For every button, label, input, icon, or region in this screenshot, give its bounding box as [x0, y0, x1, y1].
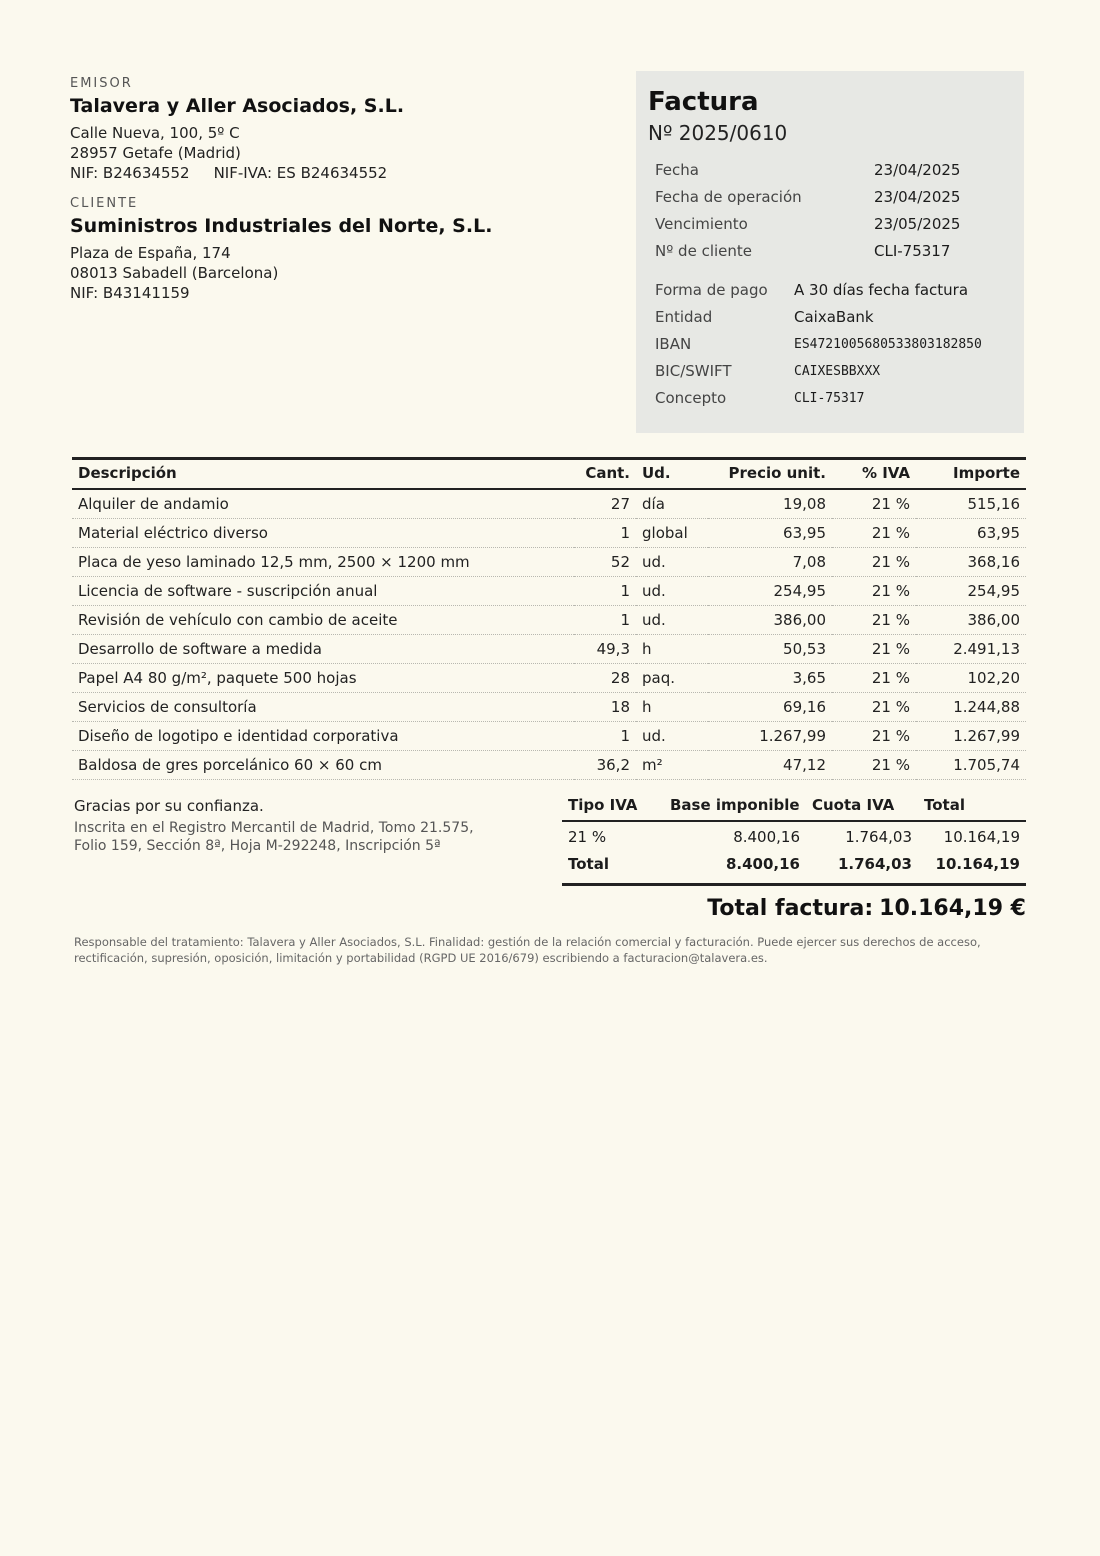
invoice-title: Factura — [648, 87, 759, 117]
item-unit-price: 63,95 — [708, 519, 832, 548]
item-quantity: 1 — [574, 519, 636, 548]
item-amount: 386,00 — [916, 606, 1026, 635]
item-unit: ud. — [636, 577, 708, 606]
header-quantity: Cant. — [574, 459, 636, 490]
item-unit-price: 47,12 — [708, 751, 832, 780]
tax-header-quota: Cuota IVA — [806, 792, 918, 821]
item-description: Servicios de consultoría — [72, 693, 574, 722]
cliente-label: CLIENTE — [70, 196, 139, 211]
item-unit: ud. — [636, 548, 708, 577]
payment-value: ES4721005680533803182850 — [794, 337, 982, 352]
grand-total-label: Total factura: — [707, 896, 874, 921]
cliente-nif: NIF: B43141159 — [70, 284, 190, 302]
item-unit-price: 254,95 — [708, 577, 832, 606]
payment-label: Entidad — [655, 308, 713, 326]
table-row — [72, 577, 1026, 606]
tax-type: 21 % — [568, 828, 607, 846]
emisor-name: Talavera y Aller Asociados, S.L. — [70, 95, 405, 117]
table-row — [72, 548, 1026, 577]
table-row — [72, 635, 1026, 664]
detail-label: Nº de cliente — [655, 242, 753, 260]
grand-total-value: 10.164,19 € — [879, 896, 1026, 921]
item-description: Material eléctrico diverso — [72, 519, 574, 548]
items-body — [72, 489, 1026, 780]
items-header-row — [72, 459, 1026, 490]
item-quantity: 28 — [574, 664, 636, 693]
tax-quota: 1.764,03 — [845, 828, 912, 846]
tax-row — [562, 821, 1026, 849]
item-vat: 21 % — [832, 751, 916, 780]
header-unit: Ud. — [636, 459, 708, 490]
header-vat: % IVA — [832, 459, 916, 490]
detail-label: Vencimiento — [655, 215, 748, 233]
registro-mercantil — [74, 819, 544, 855]
item-quantity: 1 — [574, 722, 636, 751]
item-quantity: 36,2 — [574, 751, 636, 780]
thanks-message: Gracias por su confianza. — [74, 797, 264, 815]
payment-concepto — [648, 389, 1012, 416]
item-description: Revisión de vehículo con cambio de aceite — [72, 606, 574, 635]
item-unit-price: 69,16 — [708, 693, 832, 722]
table-row — [72, 519, 1026, 548]
payment-iban — [648, 335, 1012, 362]
item-unit-price: 1.267,99 — [708, 722, 832, 751]
item-unit-price: 386,00 — [708, 606, 832, 635]
tax-summary-table — [562, 792, 1026, 886]
detail-fecha-operacion — [648, 188, 1012, 215]
item-description: Desarrollo de software a medida — [72, 635, 574, 664]
emisor-nif: NIF: B24634552 — [70, 164, 190, 182]
header-amount: Importe — [916, 459, 1026, 490]
payment-forma — [648, 281, 1012, 308]
cliente-block — [70, 196, 590, 303]
item-quantity: 1 — [574, 606, 636, 635]
table-row — [72, 751, 1026, 780]
header-unit-price: Precio unit. — [708, 459, 832, 490]
item-unit: ud. — [636, 606, 708, 635]
item-description: Papel A4 80 g/m², paquete 500 hojas — [72, 664, 574, 693]
thanks-block — [74, 797, 544, 855]
item-unit-price: 50,53 — [708, 635, 832, 664]
header-description: Descripción — [72, 459, 574, 490]
item-amount: 1.244,88 — [916, 693, 1026, 722]
item-vat: 21 % — [832, 577, 916, 606]
grand-total — [707, 896, 1026, 921]
cliente-name: Suministros Industriales del Norte, S.L. — [70, 215, 493, 237]
item-unit-price: 3,65 — [708, 664, 832, 693]
item-quantity: 52 — [574, 548, 636, 577]
tax-total: 10.164,19 — [943, 828, 1020, 846]
tax-total-base: 8.400,16 — [664, 849, 806, 885]
cliente-address1: Plaza de España, 174 — [70, 244, 231, 262]
item-vat: 21 % — [832, 519, 916, 548]
item-vat: 21 % — [832, 693, 916, 722]
payment-label: IBAN — [655, 335, 692, 353]
item-vat: 21 % — [832, 489, 916, 519]
emisor-nif-iva: NIF-IVA: ES B24634552 — [213, 164, 388, 182]
item-quantity: 18 — [574, 693, 636, 722]
item-quantity: 49,3 — [574, 635, 636, 664]
item-unit: ud. — [636, 722, 708, 751]
payment-entidad — [648, 308, 1012, 335]
item-description: Baldosa de gres porcelánico 60 × 60 cm — [72, 751, 574, 780]
detail-label: Fecha — [655, 161, 699, 179]
item-quantity: 27 — [574, 489, 636, 519]
tax-header-base: Base imponible — [664, 792, 806, 821]
line-items-table — [72, 457, 1026, 780]
payment-label: BIC/SWIFT — [655, 362, 732, 380]
tax-total-row — [562, 849, 1026, 885]
tax-total-quota: 1.764,03 — [806, 849, 918, 885]
tax-header-row — [562, 792, 1026, 821]
payment-value: CaixaBank — [794, 308, 874, 326]
detail-label: Fecha de operación — [655, 188, 802, 206]
emisor-nif-row — [70, 163, 590, 183]
item-amount: 1.705,74 — [916, 751, 1026, 780]
item-unit-price: 7,08 — [708, 548, 832, 577]
rgpd-notice — [74, 934, 1034, 966]
registro-line2: Folio 159, Sección 8ª, Hoja M-292248, Inscripción 5ª — [74, 838, 441, 854]
emisor-address1: Calle Nueva, 100, 5º C — [70, 124, 240, 142]
table-row — [72, 693, 1026, 722]
detail-fecha — [648, 161, 1012, 188]
emisor-address2: 28957 Getafe (Madrid) — [70, 144, 241, 162]
item-description: Licencia de software - suscripción anual — [72, 577, 574, 606]
item-unit-price: 19,08 — [708, 489, 832, 519]
item-vat: 21 % — [832, 606, 916, 635]
payment-value: CLI-75317 — [794, 391, 865, 406]
rgpd-line2: rectificación, supresión, oposición, limitación y portabilidad (RGPD UE 2016/679) escribiendo a facturacion@talavera.es. — [74, 951, 768, 965]
item-amount: 2.491,13 — [916, 635, 1026, 664]
rgpd-line1: Responsable del tratamiento: Talavera y Aller Asociados, S.L. Finalidad: gestión de la relación comercial y facturación. Puede ejercer sus derechos de acceso, — [74, 935, 981, 949]
item-amount: 368,16 — [916, 548, 1026, 577]
detail-numero-cliente — [648, 242, 1012, 269]
item-description: Placa de yeso laminado 12,5 mm, 2500 × 1200 mm — [72, 548, 574, 577]
item-description: Alquiler de andamio — [72, 489, 574, 519]
item-unit: día — [636, 489, 708, 519]
detail-value: CLI-75317 — [874, 242, 951, 260]
item-description: Diseño de logotipo e identidad corporativa — [72, 722, 574, 751]
table-row — [72, 489, 1026, 519]
payment-value: CAIXESBBXXX — [794, 364, 881, 379]
item-vat: 21 % — [832, 664, 916, 693]
item-quantity: 1 — [574, 577, 636, 606]
item-amount: 515,16 — [916, 489, 1026, 519]
tax-base: 8.400,16 — [733, 828, 800, 846]
registro-line1: Inscrita en el Registro Mercantil de Madrid, Tomo 21.575, — [74, 820, 474, 836]
item-vat: 21 % — [832, 635, 916, 664]
emisor-label: EMISOR — [70, 76, 133, 91]
detail-vencimiento — [648, 215, 1012, 242]
item-amount: 254,95 — [916, 577, 1026, 606]
table-row — [72, 722, 1026, 751]
tax-header-total: Total — [918, 792, 1026, 821]
item-unit: h — [636, 635, 708, 664]
invoice-number: Nº 2025/0610 — [648, 121, 788, 145]
payment-value: A 30 días fecha factura — [794, 281, 969, 299]
item-unit: m² — [636, 751, 708, 780]
table-row — [72, 664, 1026, 693]
detail-value: 23/04/2025 — [874, 188, 961, 206]
detail-value: 23/05/2025 — [874, 215, 961, 233]
item-amount: 102,20 — [916, 664, 1026, 693]
payment-label: Concepto — [655, 389, 727, 407]
item-unit: h — [636, 693, 708, 722]
item-unit: global — [636, 519, 708, 548]
item-unit: paq. — [636, 664, 708, 693]
tax-total-total: 10.164,19 — [918, 849, 1026, 885]
payment-bic — [648, 362, 1012, 389]
table-row — [72, 606, 1026, 635]
payment-label: Forma de pago — [655, 281, 768, 299]
cliente-address2: 08013 Sabadell (Barcelona) — [70, 264, 279, 282]
emisor-block — [70, 76, 590, 183]
invoice-info-box — [636, 71, 1024, 433]
item-vat: 21 % — [832, 722, 916, 751]
detail-value: 23/04/2025 — [874, 161, 961, 179]
item-vat: 21 % — [832, 548, 916, 577]
tax-header-type: Tipo IVA — [562, 792, 664, 821]
item-amount: 1.267,99 — [916, 722, 1026, 751]
tax-total-label: Total — [562, 849, 664, 885]
item-amount: 63,95 — [916, 519, 1026, 548]
